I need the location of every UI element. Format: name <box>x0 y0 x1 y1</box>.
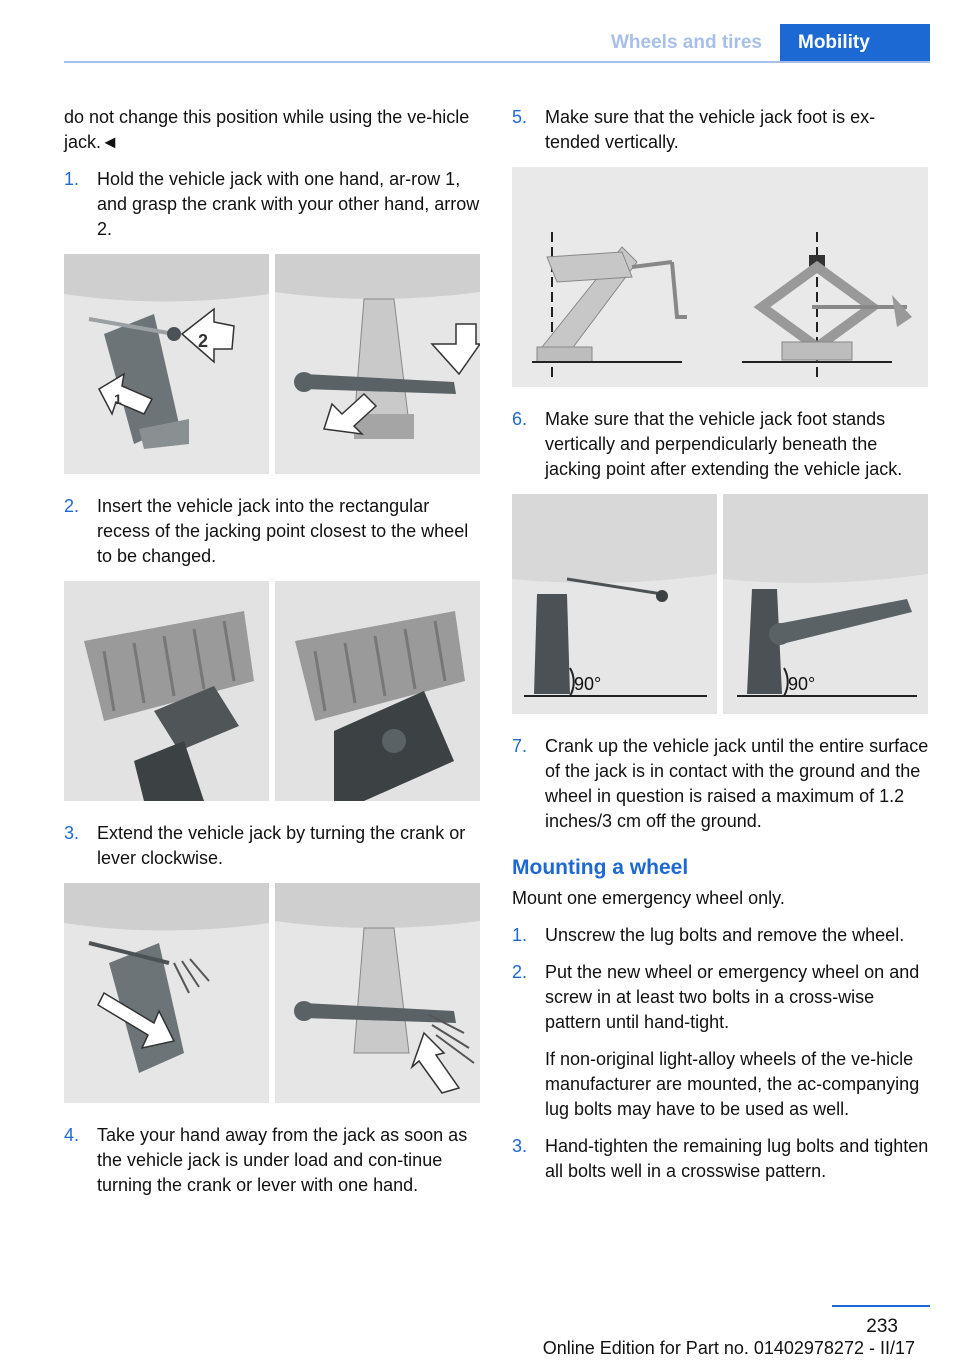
step-3 <box>64 821 482 871</box>
step-number: 4. <box>64 1125 80 1145</box>
header-rule <box>64 61 930 63</box>
step-number: 6. <box>512 409 528 429</box>
step-text: Hand-tighten the remaining lug bolts and tighten all bolts well in a crosswise pattern. <box>545 1136 929 1181</box>
page-header <box>593 24 930 62</box>
step-number: 3. <box>512 1136 528 1156</box>
arrow-label-1: 1 <box>114 391 122 407</box>
figure-insert-jack <box>64 581 480 801</box>
step-text: Insert the vehicle jack into the rectangular recess of the jacking point closest to the wheel to be changed. <box>97 496 469 566</box>
step-7 <box>512 734 930 834</box>
page-number: 233 <box>866 1316 898 1337</box>
step-2 <box>64 494 482 569</box>
step-number: 1. <box>512 925 528 945</box>
section-heading: Mounting a wheel <box>512 856 689 879</box>
step-6 <box>512 407 930 482</box>
right-column <box>512 105 930 1196</box>
section-title: Wheels and tires <box>593 24 780 62</box>
figure-jack-perpendicular <box>512 494 928 714</box>
step-4 <box>64 1123 482 1198</box>
step-text: Make sure that the vehicle jack foot is ex-tended vertically. <box>545 107 876 152</box>
edition-note: Online Edition for Part no. 01402978272 - II/17 <box>542 1338 915 1358</box>
step-text: Unscrew the lug bolts and remove the wheel. <box>545 925 905 945</box>
step-number: 2. <box>512 962 528 982</box>
step-text: Take your hand away from the jack as soon as the vehicle jack is under load and con-tinue turning the crank or lever with one hand. <box>97 1125 468 1195</box>
mount-step-1 <box>512 923 930 948</box>
mounting-intro: Mount one emergency wheel only. <box>512 888 785 908</box>
step-5 <box>512 105 930 155</box>
step-number: 2. <box>64 496 80 516</box>
step-number: 1. <box>64 169 80 189</box>
chapter-tab: Mobility <box>780 24 930 62</box>
footer-rule <box>832 1305 930 1307</box>
mount-step-2 <box>512 960 930 1035</box>
step-number: 7. <box>512 736 528 756</box>
left-column <box>64 105 482 1210</box>
angle-label-right: 90° <box>788 674 816 694</box>
figure-extend-jack <box>64 883 480 1103</box>
arrow-label-2: 2 <box>198 331 209 351</box>
step-number: 3. <box>64 823 80 843</box>
intro-text: do not change this position while using the ve-hicle jack.◄ <box>64 107 470 152</box>
step-text: Extend the vehicle jack by turning the crank or lever clockwise. <box>97 823 466 868</box>
angle-label-left: 90° <box>574 674 602 694</box>
mount-step-3 <box>512 1134 930 1184</box>
step-text: Hold the vehicle jack with one hand, ar-row 1, and grasp the crank with your other hand, arrow 2. <box>97 169 480 239</box>
step-text: Put the new wheel or emergency wheel on and screw in at least two bolts in a cross-wise pattern until hand-tight. <box>545 962 920 1032</box>
step-number: 5. <box>512 107 528 127</box>
step-text: Make sure that the vehicle jack foot stands vertically and perpendicularly beneath the jacking point after extending the vehicle jack. <box>545 409 903 479</box>
figure-hold-jack <box>64 254 480 474</box>
step-text: Crank up the vehicle jack until the entire surface of the jack is in contact with the ground and the wheel in question is raised a maximum of 1.2 inches/3 cm off the ground. <box>545 736 929 831</box>
mount-step-2-note: If non-original light-alloy wheels of the ve-hicle manufacturer are mounted, the ac-companying lug bolts may have to be used as well. <box>545 1049 920 1119</box>
step-1 <box>64 167 482 242</box>
figure-jack-foot-vertical <box>512 167 928 387</box>
